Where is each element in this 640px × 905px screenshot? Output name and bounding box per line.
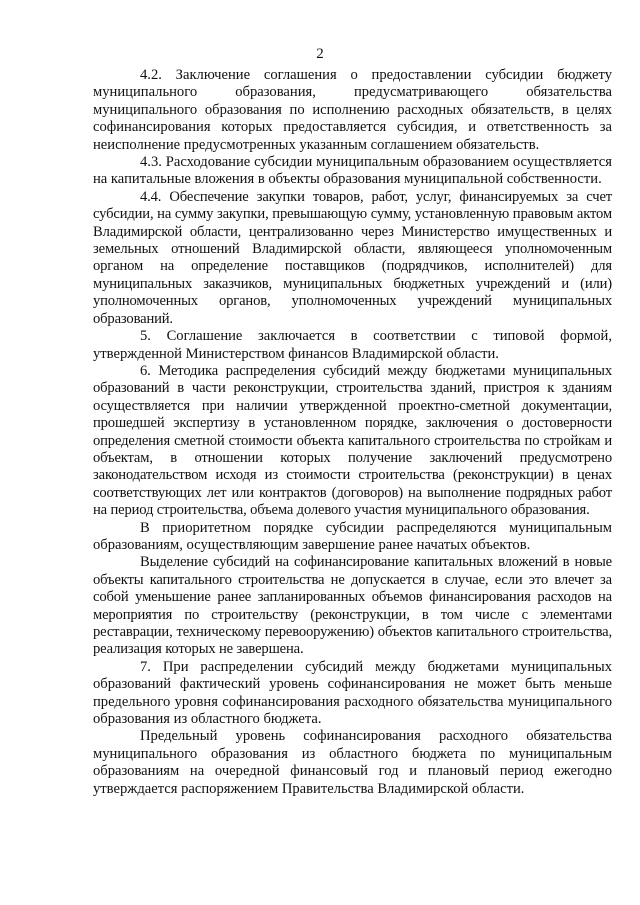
paragraph-7: 7. При распределении субсидий между бюджетами муниципальных образований фактический уровень софинансирования не может быть меньше предельного уровня софинансирования расходного обязательства муниципального образования из областного бюджета. bbox=[93, 658, 612, 728]
page-number: 2 bbox=[316, 46, 324, 62]
paragraph-4-2: 4.2. Заключение соглашения о предоставлении субсидии бюджету муниципального образования, предусматривающего обязательства муниципального образования по исполнению расходных обязательств, в целях софинансирования которых предоставляется субсидия, и ответственность за неисполнение предусмотренных указанным соглашением обязательств. bbox=[93, 67, 612, 153]
paragraph-5: 5. Соглашение заключается в соответствии с типовой формой, утвержденной Министерством финансов Владимирской области. bbox=[93, 328, 612, 362]
paragraph-priority: В приоритетном порядке субсидии распределяются муниципальным образованиям, осуществляющим завершение ранее начатых объектов. bbox=[93, 519, 612, 553]
paragraph-allocation: Выделение субсидий на софинансирование капитальных вложений в новые объекты капитального строительства не допускается в случае, если это влечет за собой уменьшение ранее запланированных объемов финансирования расходов на мероприятия по строительству (реконструкции, в том числе с элементами реставрации, техническому перевооружению) объектов капитального строительства, реализация которых не завершена. bbox=[93, 554, 612, 658]
paragraph-6: 6. Методика распределения субсидий между бюджетами муниципальных образований в части реконструкции, строительства зданий, пристроя к зданиям осуществляется при наличии утвержденной проектно-сметной документации, прошедшей экспертизу в установленном порядке, заключения о достоверности определения сметной стоимости объекта капитального строительства по стройкам и объектам, в отношении которых получение заключений предусмотрено законодательством исходя из стоимости строительства (реконструкции) в ценах соответствующих лет или контрактов (договоров) на выполнение подрядных работ на период строительства, объема долевого участия муниципального образования. bbox=[93, 362, 612, 519]
paragraph-4-3: 4.3. Расходование субсидии муниципальным образованием осуществляется на капитальные вложения в объекты образования муниципальной собственности. bbox=[93, 154, 612, 188]
document-body bbox=[93, 67, 612, 798]
paragraph-limit-level: Предельный уровень софинансирования расходного обязательства муниципального образования из областного бюджета по муниципальным образованиям на очередной финансовый год и плановый период ежегодно утверждается распоряжением Правительства Владимирской области. bbox=[93, 728, 612, 797]
paragraph-4-4: 4.4. Обеспечение закупки товаров, работ, услуг, финансируемых за счет субсидии, на сумму закупки, превышающую сумму, установленную правовым актом Владимирской области, централизованно через Министерство имущественных и земельных отношений Владимирской области, являющееся уполномоченным органом на определение поставщиков (подрядчиков, исполнителей) для муниципальных заказчиков, муниципальных бюджетных учреждений и (или) уполномоченных органов, уполномоченных учреждений муниципальных образований. bbox=[93, 188, 612, 327]
